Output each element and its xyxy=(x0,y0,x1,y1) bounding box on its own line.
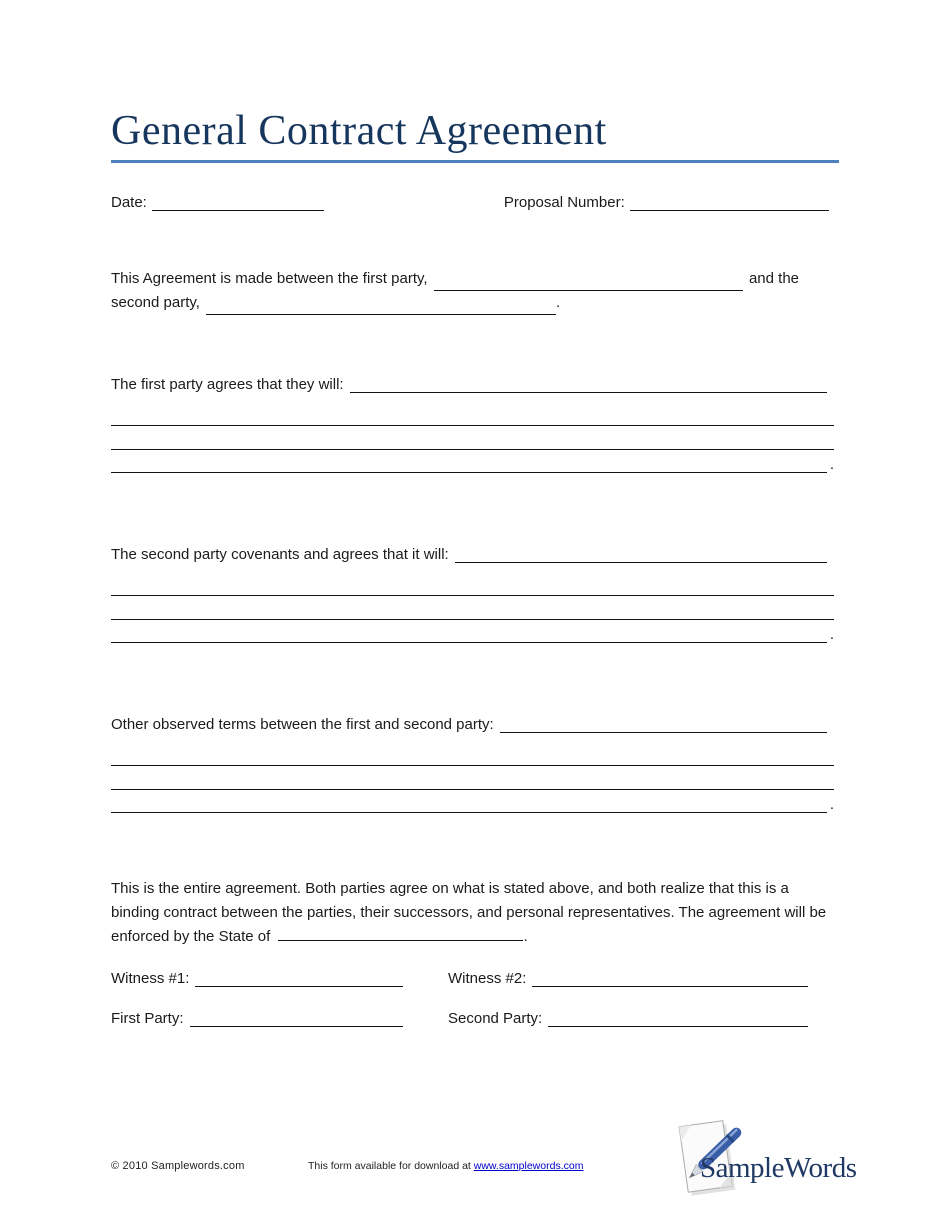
intro-text-after-first-party: and the xyxy=(748,270,799,287)
samplewords-logo-text: SampleWords xyxy=(700,1152,857,1184)
section-inline-blank-line xyxy=(455,548,827,563)
download-notice xyxy=(308,1160,583,1172)
period: . xyxy=(829,456,834,473)
blank-line xyxy=(111,596,834,620)
date-label: Date: xyxy=(111,194,147,211)
first-party-signature-blank-line xyxy=(190,1012,403,1027)
blank-line xyxy=(111,766,834,790)
witness-1-field xyxy=(111,970,403,987)
date-blank-line xyxy=(152,196,324,211)
witness-1-blank-line xyxy=(195,972,403,987)
intro-line-2 xyxy=(111,291,839,315)
closing-paragraph xyxy=(111,877,839,949)
section-write-in-lines xyxy=(111,402,834,473)
party-signature-row xyxy=(111,1005,839,1027)
section-label: The first party agrees that they will: xyxy=(111,376,344,393)
section-label-row xyxy=(111,540,839,563)
blank-line-last xyxy=(111,450,834,473)
second-party-signature-blank-line xyxy=(548,1012,808,1027)
proposal-number-label: Proposal Number: xyxy=(503,194,625,211)
witness-2-field xyxy=(448,970,808,987)
witness-2-blank-line xyxy=(532,972,808,987)
section-second-party-covenants xyxy=(111,540,839,643)
blank-line xyxy=(111,619,827,643)
period: . xyxy=(523,928,528,945)
first-party-label: First Party: xyxy=(111,1010,184,1027)
period: . xyxy=(829,626,834,643)
blank-line xyxy=(111,449,827,473)
download-notice-text: This form available for download at xyxy=(308,1160,474,1172)
section-write-in-lines xyxy=(111,742,834,813)
header-fields-row xyxy=(111,189,839,211)
samplewords-logo xyxy=(676,1116,857,1208)
first-party-blank-line xyxy=(434,276,743,291)
section-inline-blank-line xyxy=(500,718,827,733)
blank-line xyxy=(111,742,834,766)
witness-signature-row xyxy=(111,965,839,987)
samplewords-link[interactable]: www.samplewords.com xyxy=(473,1160,584,1172)
title-underline-rule xyxy=(111,160,839,163)
intro-line-1 xyxy=(111,267,839,291)
intro-text-before-first-party: This Agreement is made between the first party, xyxy=(111,270,428,287)
witness-1-label: Witness #1: xyxy=(111,970,190,987)
period: . xyxy=(829,796,834,813)
section-first-party-agrees xyxy=(111,370,839,473)
blank-line-last xyxy=(111,790,834,813)
second-party-blank-line xyxy=(206,300,556,315)
proposal-number-blank-line xyxy=(630,196,829,211)
document-page xyxy=(111,0,839,1027)
intro-paragraph xyxy=(111,267,839,315)
section-label: Other observed terms between the first and second party: xyxy=(111,716,494,733)
first-party-field xyxy=(111,1010,403,1027)
section-label-row xyxy=(111,370,839,393)
section-other-observed-terms xyxy=(111,710,839,813)
blank-line xyxy=(111,426,834,450)
blank-line xyxy=(111,572,834,596)
section-label-row xyxy=(111,710,839,733)
section-write-in-lines xyxy=(111,572,834,643)
second-party-label: Second Party: xyxy=(448,1010,543,1027)
section-inline-blank-line xyxy=(350,378,827,393)
blank-line-last xyxy=(111,620,834,643)
copyright-notice: © 2010 Samplewords.com xyxy=(111,1160,245,1172)
blank-line xyxy=(111,402,834,426)
second-party-field xyxy=(448,1010,808,1027)
second-party-label: second party, xyxy=(111,294,200,311)
state-blank-line xyxy=(278,926,523,941)
blank-line xyxy=(111,789,827,813)
section-label: The second party covenants and agrees that it will: xyxy=(111,546,449,563)
period: . xyxy=(555,294,561,311)
page-title: General Contract Agreement xyxy=(111,108,607,154)
closing-text: This is the entire agreement. Both parties agree on what is stated above, and both realize that this is a binding contract between the parties, their successors, and personal representatives. The agreement will be enforced by the State of xyxy=(111,880,827,945)
witness-2-label: Witness #2: xyxy=(448,970,527,987)
